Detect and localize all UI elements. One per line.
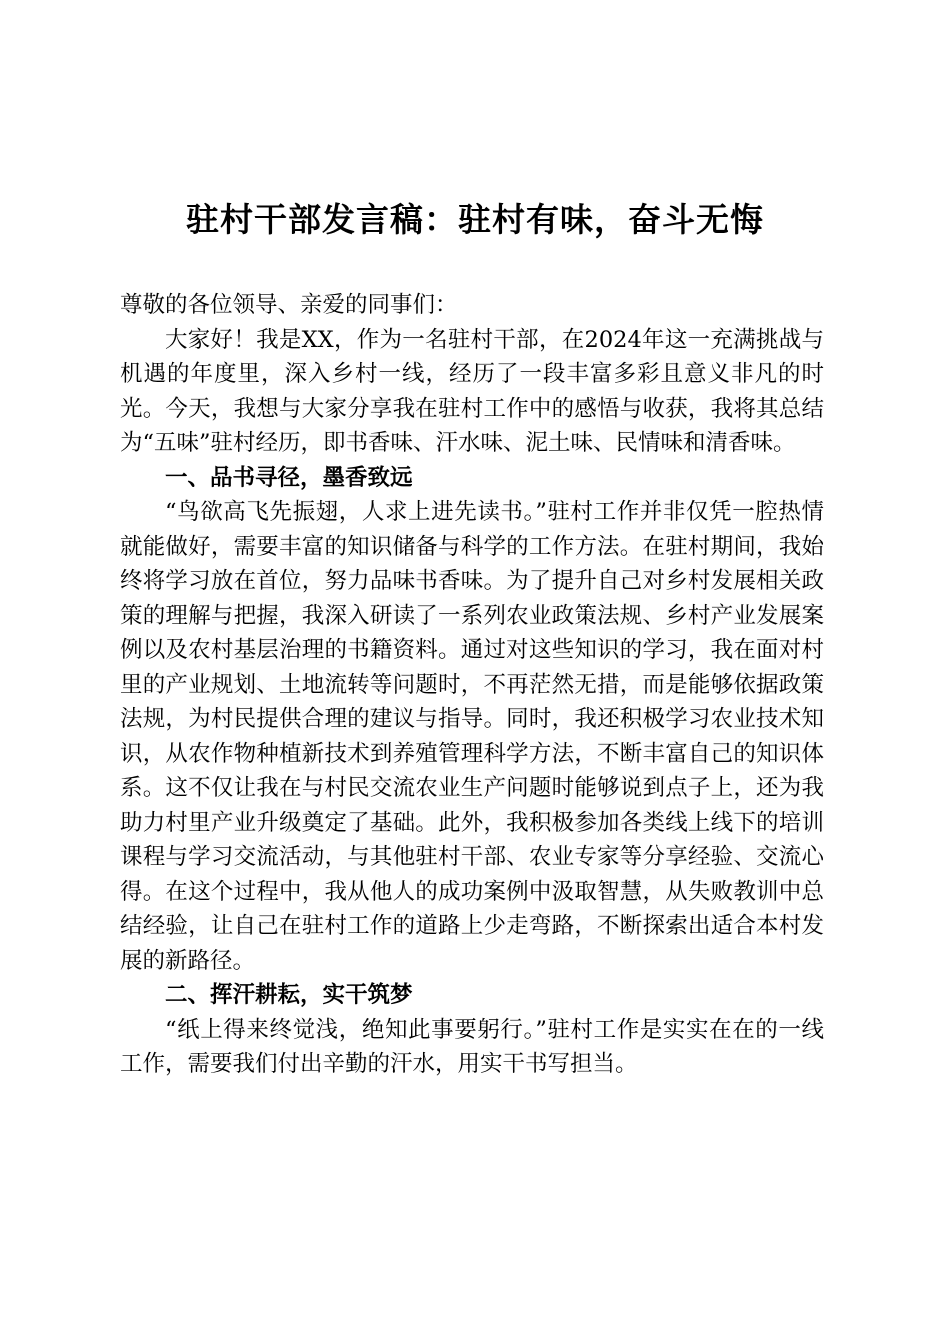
document-body — [120, 288, 824, 1082]
section-paragraph-2: “纸上得来终觉浅，绝知此事要躬行。”驻村工作是实实在在的一线工作，需要我们付出辛勤的汗水，用实干书写担当。 — [120, 1016, 824, 1077]
intro-paragraph: 大家好！我是XX，作为一名驻村干部，在2024年这一充满挑战与机遇的年度里，深入乡村一线，经历了一段丰富多彩且意义非凡的时光。今天，我想与大家分享我在驻村工作中的感悟与收获，我将其总结为“五味”驻村经历，即书香味、汗水味、泥土味、民情味和清香味。 — [120, 326, 824, 456]
section-heading-1: 一、品书寻径，墨香致远 — [165, 464, 413, 491]
document-title: 驻村干部发言稿：驻村有味，奋斗无悔 — [186, 200, 764, 239]
section-paragraph-1: “鸟欲高飞先振翅，人求上进先读书。”驻村工作并非仅凭一腔热情就能做好，需要丰富的知识储备与科学的工作方法。在驻村期间，我始终将学习放在首位，努力品味书香味。为了提升自己对乡村发展相关政策的理解与把握，我深入研读了一系列农业政策法规、乡村产业发展案例以及农村基层治理的书籍资料。通过对这些知识的学习，我在面对村里的产业规划、土地流转等问题时，不再茫然无措，而是能够依据政策法规，为村民提供合理的建议与指导。同时，我还积极学习农业技术知识，从农作物种植新技术到养殖管理科学方法，不断丰富自己的知识体系。这不仅让我在与村民交流农业生产问题时能够说到点子上，还为我助力村里产业升级奠定了基础。此外，我积极参加各类线上线下的培训课程与学习交流活动，与其他驻村干部、农业专家等分享经验、交流心得。在这个过程中，我从他人的成功案例中汲取智慧，从失败教训中总结经验，让自己在驻村工作的道路上少走弯路，不断探索出适合本村发展的新路径。 — [120, 499, 824, 974]
salutation: 尊敬的各位领导、亲爱的同事们： — [120, 292, 458, 318]
section-heading-2: 二、挥汗耕耘，实干筑梦 — [165, 982, 413, 1008]
